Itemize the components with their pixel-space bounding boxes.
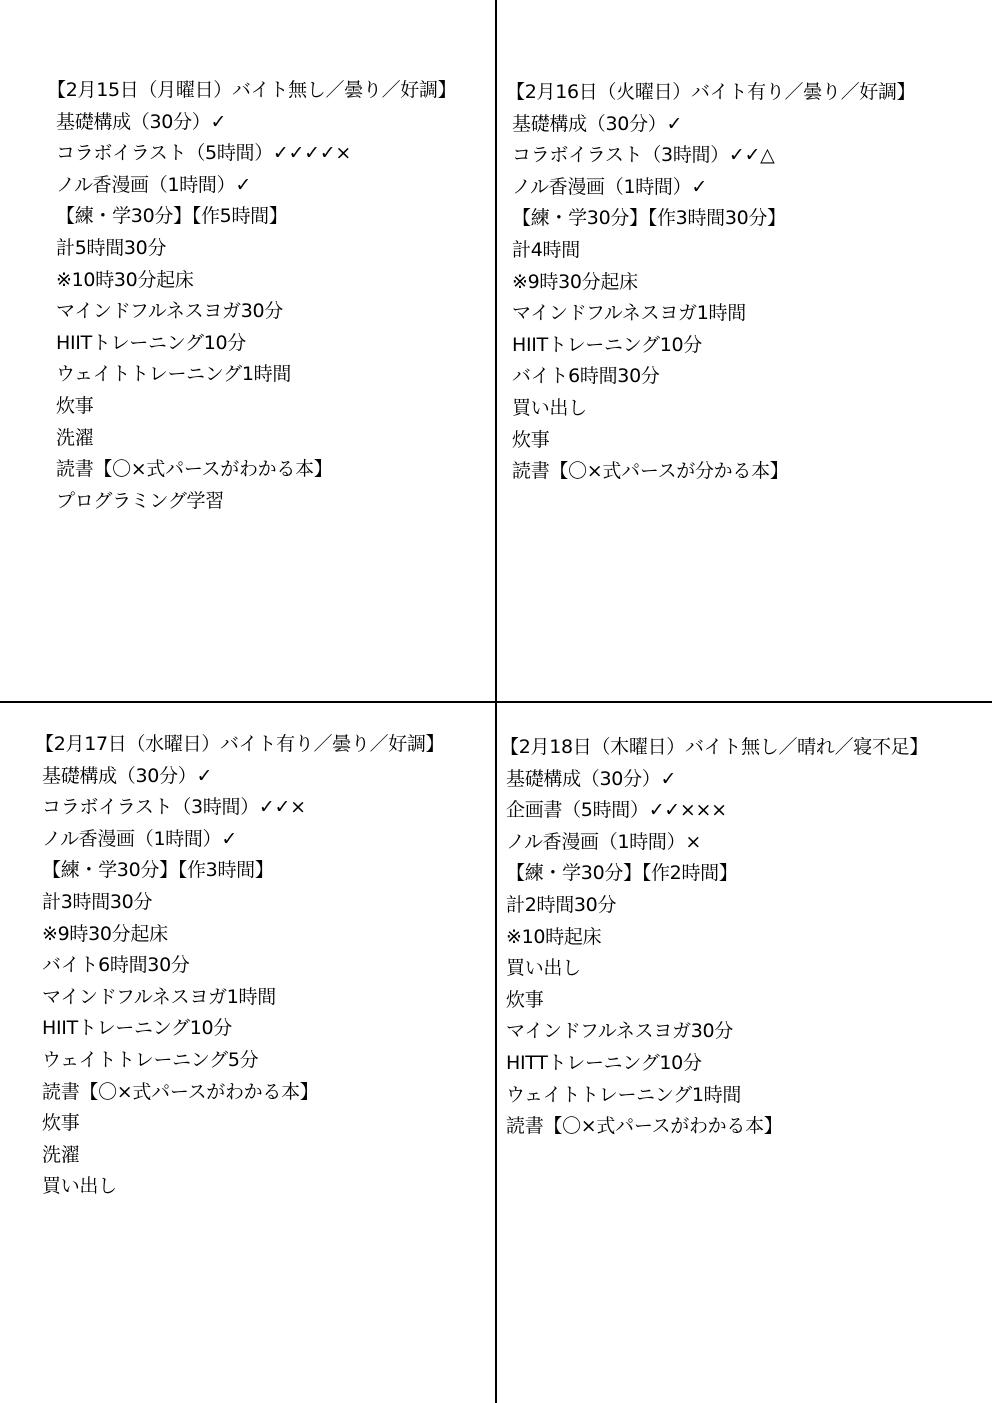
entry-line: 洗濯 (56, 426, 94, 449)
entry-line: コラボイラスト（5時間）✓✓✓✓× (56, 142, 352, 165)
entry-line: 【練・学30分】【作3時間】 (42, 859, 274, 882)
entry-feb-18 (500, 732, 928, 1143)
entry-line: 炊事 (512, 428, 550, 451)
entry-feb-15 (47, 75, 456, 517)
entry-line: 炊事 (56, 394, 94, 417)
entry-line: 計3時間30分 (42, 890, 153, 913)
entry-line: ※10時30分起床 (56, 268, 194, 291)
entry-line: 買い出し (506, 957, 581, 980)
entry-line: コラボイラスト（3時間）✓✓× (42, 796, 306, 819)
entry-line: 基礎構成（30分）✓ (506, 767, 677, 790)
entry-header: 【2月16日（火曜日）バイト有り／曇り／好調】 (506, 81, 916, 103)
entry-line: ウェイトトレーニング1時間 (56, 363, 292, 386)
entry-line: プログラミング学習 (56, 489, 224, 512)
entry-line: 計5時間30分 (56, 236, 167, 259)
entry-line: ノル香漫画（1時間）✓ (42, 827, 237, 850)
entry-line: マインドフルネスヨガ1時間 (42, 985, 276, 1008)
entry-line: ※10時起床 (506, 925, 602, 948)
entry-line: ウェイトトレーニング1時間 (506, 1083, 742, 1106)
entry-line: ノル香漫画（1時間）× (506, 830, 701, 853)
horizontal-divider (0, 701, 992, 703)
entry-line: 基礎構成（30分）✓ (56, 110, 227, 133)
entry-line: ※9時30分起床 (512, 270, 638, 293)
entry-line: ※9時30分起床 (42, 922, 168, 945)
entry-line: マインドフルネスヨガ30分 (506, 1020, 733, 1043)
entry-line: 計4時間 (512, 238, 580, 261)
entry-line: HIITトレーニング10分 (42, 1017, 232, 1040)
entry-line: HIITトレーニング10分 (56, 331, 246, 354)
entry-line: HIITトレーニング10分 (512, 333, 702, 356)
entry-line: 炊事 (506, 988, 544, 1011)
entry-line: 【練・学30分】【作3時間30分】 (512, 207, 786, 230)
entry-line: 買い出し (512, 396, 587, 419)
entry-line: 読書【〇×式パースが分かる本】 (512, 460, 789, 483)
entry-line: ウェイトトレーニング5分 (42, 1048, 259, 1071)
entry-line: 計2時間30分 (506, 893, 617, 916)
entry-line: 【練・学30分】【作5時間】 (56, 205, 288, 228)
entry-line: マインドフルネスヨガ1時間 (512, 302, 746, 325)
entry-header: 【2月17日（水曜日）バイト有り／曇り／好調】 (35, 733, 445, 755)
entry-header: 【2月15日（月曜日）バイト無し／曇り／好調】 (47, 79, 457, 101)
entry-line: 読書【〇×式パースがわかる本】 (42, 1080, 319, 1103)
entry-line: ノル香漫画（1時間）✓ (512, 175, 707, 198)
entry-line: 読書【〇×式パースがわかる本】 (506, 1115, 783, 1138)
entry-line: 基礎構成（30分）✓ (512, 112, 683, 135)
entry-line: 基礎構成（30分）✓ (42, 764, 213, 787)
entry-feb-16 (506, 77, 915, 488)
entry-line: コラボイラスト（3時間）✓✓△ (512, 144, 775, 167)
entry-line: 炊事 (42, 1112, 80, 1135)
entry-line: バイト6時間30分 (42, 954, 190, 977)
entry-line: 企画書（5時間）✓✓××× (506, 799, 727, 822)
entry-line: マインドフルネスヨガ30分 (56, 300, 283, 323)
entry-line: 【練・学30分】【作2時間】 (506, 862, 738, 885)
entry-line: 読書【〇×式パースがわかる本】 (56, 458, 333, 481)
entry-line: HITTトレーニング10分 (506, 1051, 702, 1074)
entry-line: 買い出し (42, 1175, 117, 1198)
entry-line: ノル香漫画（1時間）✓ (56, 173, 251, 196)
entry-line: バイト6時間30分 (512, 365, 660, 388)
entry-feb-17 (35, 729, 444, 1203)
entry-line: 洗濯 (42, 1143, 80, 1166)
entry-header: 【2月18日（木曜日）バイト無し／晴れ／寝不足】 (500, 736, 929, 758)
